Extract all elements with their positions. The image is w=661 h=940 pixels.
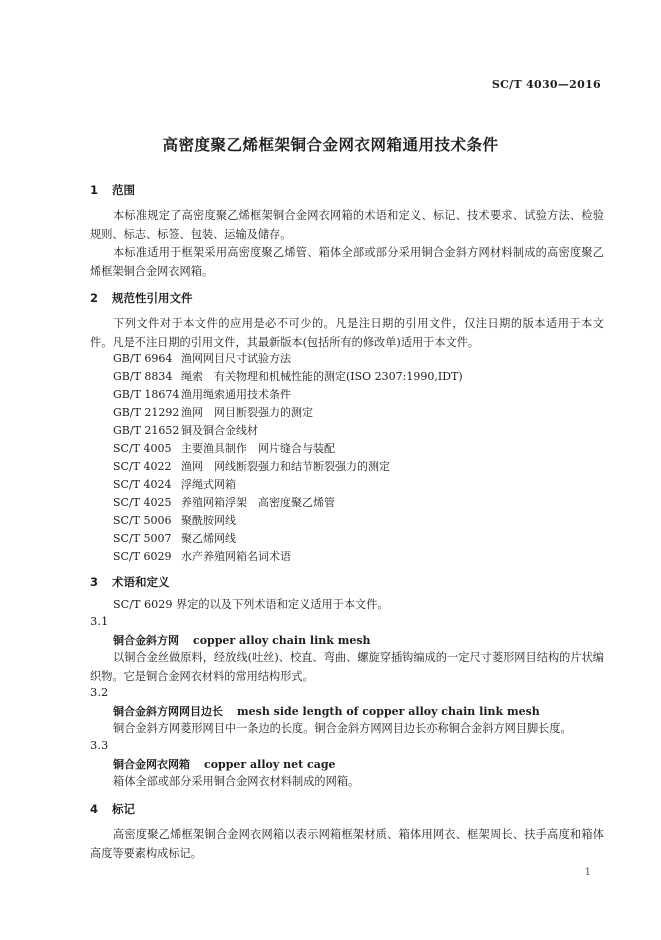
term-heading <box>113 632 371 648</box>
page-title: 高密度聚乙烯框架铜合金网衣网箱通用技术条件 <box>162 136 499 154</box>
term-heading <box>113 703 540 719</box>
term-cn: 铜合金斜方网 <box>113 634 179 647</box>
paragraph: 本标准适用于框架采用高密度聚乙烯管、箱体全部或部分采用铜合金斜方网材料制成的高密度聚乙烯框架铜合金网衣网箱。 <box>90 246 604 278</box>
term-heading <box>113 756 336 772</box>
reference-item <box>113 476 236 492</box>
section-number: 2 <box>90 291 99 305</box>
reference-title: 聚乙烯网线 <box>181 532 236 545</box>
term-cn: 铜合金网衣网箱 <box>113 758 190 771</box>
section-4-heading <box>90 801 135 817</box>
section-title: 标记 <box>112 802 135 816</box>
reference-item <box>113 422 258 438</box>
term-definition: 箱体全部或部分采用铜合金网衣材料制成的网箱。 <box>113 775 360 788</box>
section-number: 4 <box>90 802 99 816</box>
term-number: 3.2 <box>90 685 109 699</box>
reference-code: GB/T 6964 <box>113 352 173 365</box>
section-title: 术语和定义 <box>112 575 170 589</box>
section-2-heading <box>90 290 193 306</box>
reference-title: 渔网 网目断裂强力的测定 <box>181 406 313 419</box>
reference-item <box>113 458 390 474</box>
paragraph: 下列文件对于本文件的应用是必不可少的。凡是注日期的引用文件，仅注日期的版本适用于本文件。凡是不注日期的引用文件，其最新版本(包括所有的修改单)适用于本文件。 <box>90 317 604 349</box>
term-en: copper alloy chain link mesh <box>193 634 371 647</box>
reference-item <box>113 548 291 564</box>
term-number: 3.3 <box>90 738 109 752</box>
term-number: 3.1 <box>90 614 109 628</box>
term-definition: 铜合金斜方网菱形网目中一条边的长度。铜合金斜方网网目边长亦称铜合金斜方网目脚长度。 <box>113 722 572 735</box>
paragraph: 本标准规定了高密度聚乙烯框架铜合金网衣网箱的术语和定义、标记、技术要求、试验方法、检验规则、标志、标签、包装、运输及储存。 <box>90 209 604 241</box>
reference-item <box>113 404 313 420</box>
reference-code: SC/T 4024 <box>113 478 172 491</box>
reference-code: GB/T 21292 <box>113 406 180 419</box>
section-title: 规范性引用文件 <box>112 291 193 305</box>
term-cn: 铜合金斜方网网目边长 <box>113 705 223 718</box>
reference-item <box>113 386 291 402</box>
reference-title: 渔网网目尺寸试验方法 <box>181 352 291 365</box>
term-definition: 以铜合金丝做原料，经放线(吐丝)、校直、弯曲、螺旋穿插钩编成的一定尺寸菱形网目结构的片状编织物。它是铜合金网衣材料的常用结构形式。 <box>90 651 604 683</box>
reference-code: SC/T 6029 <box>113 550 172 563</box>
reference-item <box>113 368 463 384</box>
paragraph: 高密度聚乙烯框架铜合金网衣网箱以表示网箱框架材质、箱体用网衣、框架周长、扶手高度和箱体高度等要素构成标记。 <box>90 828 604 860</box>
section-title: 范围 <box>112 183 135 197</box>
reference-item <box>113 494 335 510</box>
term-en: mesh side length of copper alloy chain link mesh <box>237 705 540 718</box>
reference-code: GB/T 8834 <box>113 370 173 383</box>
page-number: 1 <box>584 867 591 878</box>
reference-item <box>113 350 291 366</box>
reference-code: SC/T 5006 <box>113 514 172 527</box>
reference-code: GB/T 18674 <box>113 388 180 401</box>
reference-title: 水产养殖网箱名词术语 <box>181 550 291 563</box>
reference-title: 渔用绳索通用技术条件 <box>181 388 291 401</box>
reference-title: 铜及铜合金线材 <box>181 424 258 437</box>
reference-title: 绳索 有关物理和机械性能的测定(ISO 2307:1990,IDT) <box>181 370 463 383</box>
reference-item <box>113 512 236 528</box>
reference-item <box>113 440 335 456</box>
reference-title: 渔网 网线断裂强力和结节断裂强力的测定 <box>181 460 390 473</box>
reference-code: SC/T 5007 <box>113 532 172 545</box>
reference-item <box>113 530 236 546</box>
reference-code: SC/T 4022 <box>113 460 172 473</box>
term-en: copper alloy net cage <box>204 758 336 771</box>
section-number: 1 <box>90 183 99 197</box>
standard-code: SC/T 4030—2016 <box>491 78 601 91</box>
section-3-heading <box>90 574 170 590</box>
paragraph: SC/T 6029 界定的以及下列术语和定义适用于本文件。 <box>113 598 389 611</box>
section-number: 3 <box>90 575 99 589</box>
reference-title: 主要渔具制作 网片缝合与装配 <box>181 442 335 455</box>
reference-code: SC/T 4005 <box>113 442 172 455</box>
reference-title: 浮绳式网箱 <box>181 478 236 491</box>
reference-title: 养殖网箱浮架 高密度聚乙烯管 <box>181 496 335 509</box>
reference-title: 聚酰胺网线 <box>181 514 236 527</box>
reference-code: SC/T 4025 <box>113 496 172 509</box>
section-1-heading <box>90 182 135 198</box>
reference-code: GB/T 21652 <box>113 424 180 437</box>
